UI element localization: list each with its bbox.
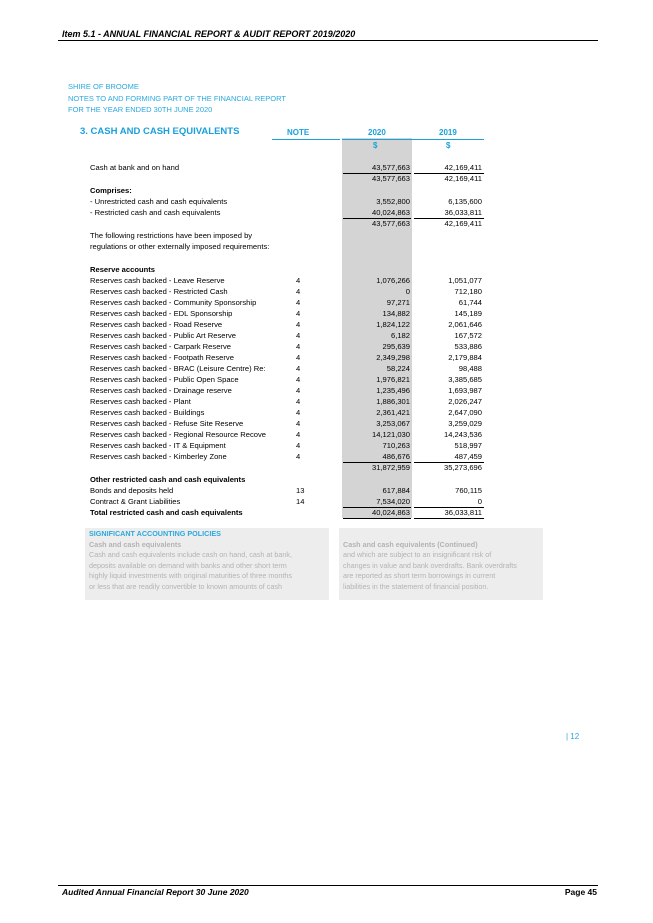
policies-heading: SIGNIFICANT ACCOUNTING POLICIES [89,529,221,538]
policy-right-title: Cash and cash equivalents (Continued) [343,539,478,549]
table-row: Reserves cash backed - Public Open Space 4 1,976,821 3,385,685 [90,375,482,384]
table-row: Reserves cash backed - IT & Equipment 4 710,263 518,997 [90,441,482,450]
total-rule [343,518,411,519]
year-ended: FOR THE YEAR ENDED 30TH JUNE 2020 [68,105,213,114]
footer-page-number: Page 45 [564,887,597,897]
table-row: - Unrestricted cash and cash equivalents 3,552,800 6,135,600 [90,197,482,206]
table-row: 43,577,663 42,169,411 [371,219,482,228]
table-row: Cash at bank and on hand 43,577,663 42,169,411 [90,163,482,172]
table-row: 31,872,959 35,273,696 [371,463,482,472]
col-2019-header: 2019 [439,128,457,137]
table-row: - Restricted cash and cash equivalents 40,024,863 36,033,811 [90,208,482,217]
table-row: Reserves cash backed - Refuse Site Reserve 4 3,253,067 3,259,029 [90,419,482,428]
policy-left-line: Cash and cash equivalents include cash on hand, cash at bank, [89,550,292,559]
table-row: Bonds and deposits held 13 617,884 760,115 [90,486,482,495]
table-row: Reserves cash backed - EDL Sponsorship 4 134,882 145,189 [90,309,482,318]
policy-right-line: liabilities in the statement of financial position. [343,581,489,591]
table-row: Reserves cash backed - Drainage reserve 4 1,235,496 1,693,987 [90,386,482,395]
org-name: SHIRE OF BROOME [68,82,139,91]
table-row: Total restricted cash and cash equivalents 40,024,863 36,033,811 [90,508,482,517]
total-rule [414,518,484,519]
policy-left-line: or less that are readily convertible to known amounts of cash [89,581,282,591]
policy-right-line: changes in value and bank overdrafts. Bank overdrafts [343,560,517,570]
year-header-underline [342,139,484,140]
header-divider [58,40,598,41]
note-header-underline [272,139,340,140]
note-column-header: NOTE [287,128,310,137]
table-row: Reserves cash backed - Footpath Reserve 4 2,349,298 2,179,884 [90,353,482,362]
table-row: Other restricted cash and cash equivalents [90,475,246,484]
table-row: Contract & Grant Liabilities 14 7,534,020 0 [90,497,482,506]
table-row: Reserves cash backed - BRAC (Leisure Centre) Re: 4 58,224 98,488 [90,364,482,373]
table-row: Reserve accounts [90,265,156,274]
report-header-title: Item 5.1 - ANNUAL FINANCIAL REPORT & AUDIT REPORT 2019/2020 [62,29,356,39]
footer-divider [58,885,598,886]
table-row: The following restrictions have been imposed by [90,231,253,240]
policy-left-title: Cash and cash equivalents [89,539,182,549]
policy-box-right [339,528,543,600]
notes-title: NOTES TO AND FORMING PART OF THE FINANCIAL REPORT [68,94,286,103]
policy-left-line: deposits available on demand with banks and other short term [89,560,287,570]
table-row: regulations or other externally imposed requirements: [90,242,270,251]
section-page-number: | 12 [566,732,580,741]
policy-left-line: highly liquid investments with original maturities of three months [89,571,292,580]
table-row: Reserves cash backed - Road Reserve 4 1,824,122 2,061,646 [90,320,482,329]
table-row: Reserves cash backed - Kimberley Zone 4 486,676 487,459 [90,452,482,461]
table-row: Reserves cash backed - Community Sponsorship 4 97,271 61,744 [90,298,482,307]
table-row: Reserves cash backed - Leave Reserve 4 1,076,266 1,051,077 [90,276,482,285]
policy-box-left [85,528,329,600]
unit-2020: $ [373,141,378,150]
table-row: Reserves cash backed - Restricted Cash 4 0 712,180 [90,287,482,296]
policy-right-line: and which are subject to an insignificant risk of [343,550,492,559]
footer-title: Audited Annual Financial Report 30 June 2020 [62,887,249,897]
table-row: Reserves cash backed - Regional Resource Recove 4 14,121,030 14,243,536 [90,430,482,439]
section-title: 3. CASH AND CASH EQUIVALENTS [80,126,240,137]
table-row: Reserves cash backed - Plant 4 1,886,301 2,026,247 [90,397,482,406]
table-row: Reserves cash backed - Carpark Reserve 4 295,639 533,886 [90,342,482,351]
table-row: Comprises: [90,186,132,195]
table-row: Reserves cash backed - Public Art Reserve 4 6,182 167,572 [90,331,482,340]
table-row: Reserves cash backed - Buildings 4 2,361,421 2,647,090 [90,408,482,417]
unit-2019: $ [446,141,451,150]
policy-right-line: are reported as short term borrowings in current [343,571,496,580]
col-2020-header: 2020 [368,128,386,137]
table-row: 43,577,663 42,169,411 [371,174,482,183]
